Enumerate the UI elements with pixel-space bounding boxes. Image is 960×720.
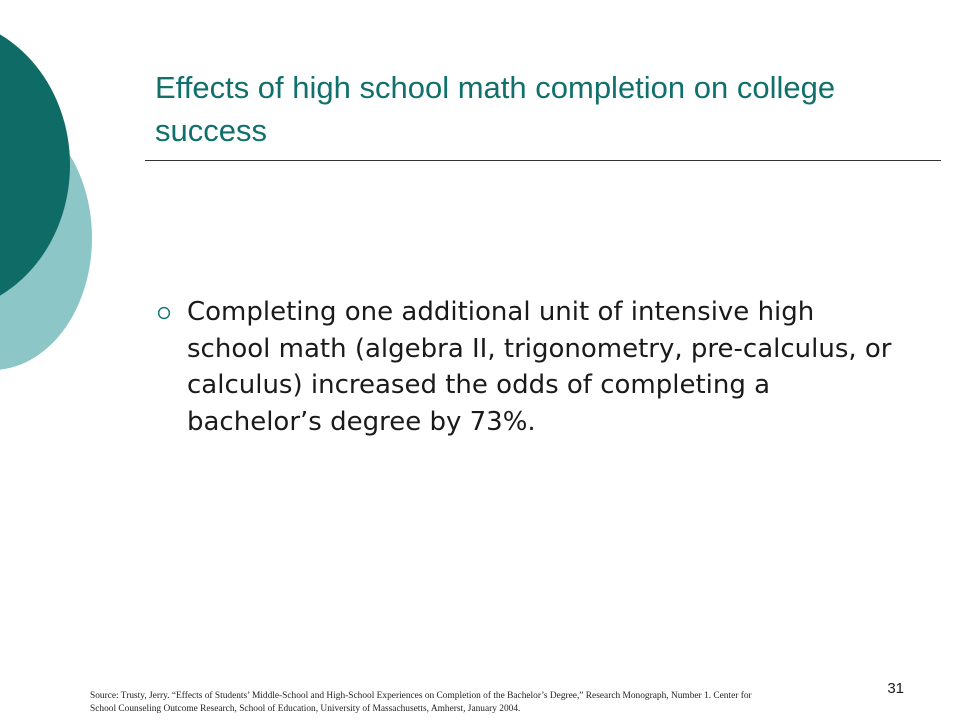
page-number: 31 <box>887 680 904 697</box>
bullet-item <box>155 294 895 440</box>
slide-title: Effects of high school math completion on college success <box>155 70 836 148</box>
hollow-circle-bullet-icon <box>157 306 171 320</box>
decorative-teal-circles <box>0 0 120 400</box>
bullet-text: Completing one additional unit of intensive high school math (algebra II, trigonometry, pre-calculus, or calculus) increased the odds of completing a bachelor’s degree by 73%. <box>187 297 892 437</box>
source-citation <box>90 690 880 716</box>
source-citation-line-2: School Counseling Outcome Research, School of Education, University of Massachusetts, Amherst, January 2004. <box>90 704 521 714</box>
source-citation-line-1: Source: Trusty, Jerry. “Effects of Students’ Middle-School and High-School Experiences on Completion of the Bachelor’s Degree,” Research Monograph, Number 1. Center for <box>90 691 752 701</box>
title-divider <box>145 160 941 161</box>
